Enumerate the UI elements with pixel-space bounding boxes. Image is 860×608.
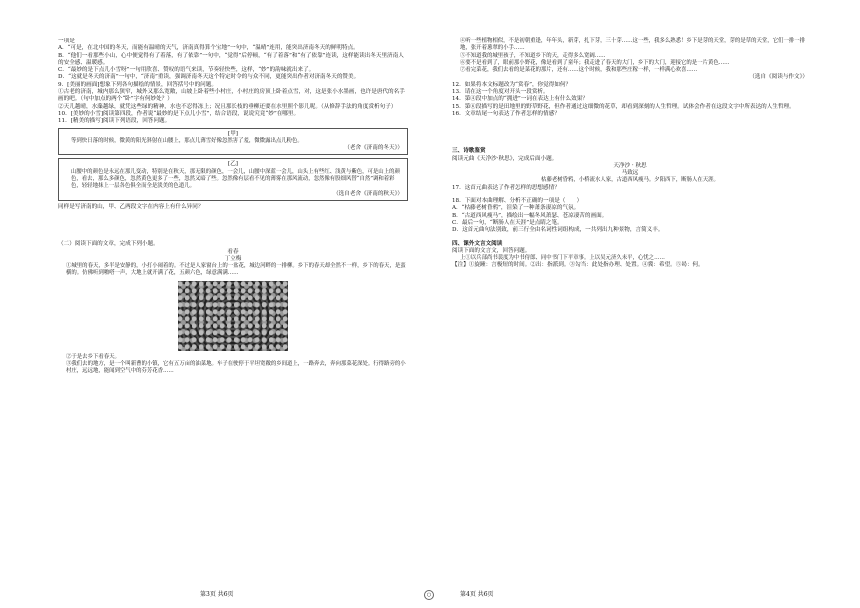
classical-text: 上①以兵部尚书裴度为中书侍郎、同中书门下平章事。上以吴元济久未平，心忧之……	[460, 255, 665, 262]
section-4-heading: 四、课外文言文阅读	[452, 240, 503, 247]
yi-label: [乙]	[228, 161, 238, 168]
question-12: 12．如果将本文标题改为“赏春”，你觉得如何？	[452, 81, 572, 88]
option-d: D．“这就是冬天的济南”一句中，“济南”重读，强调济南冬天这个特定时令的与众不同，更能突出作者对济南冬天的赞美。	[58, 74, 360, 81]
jia-text: 等到快日落的时候，微黄的阳光斜射在山腰上，那点儿薄雪好像忽然害了羞，微微露出点儿粉色。	[71, 137, 303, 144]
yi-source: （选自老舍《济南的秋天》）	[333, 190, 403, 197]
rapeseed-photo	[178, 281, 288, 351]
article-title: 看春	[227, 248, 239, 255]
option-a: A．“可是，在北中国的冬天，而能有温晴的天气，济南真得算个宝地”一句中，“温晴”连用，能突出济南冬天的鲜明特点。	[58, 45, 359, 52]
right-column	[452, 38, 808, 270]
annotation-note: 【注】①旋踵：言极短的时间。②出：指派到。③勾当：此处指办理、处置。④冀：希望。⑤曷：何。	[452, 262, 704, 269]
question-16: 16．文章结尾一句表达了作者怎样的情感？	[452, 110, 560, 117]
paragraph-3: ③我们去的地方，是一个叫新曹的小镇，它有五万亩的油菜地。车子在驶停于平坦宽敞的乡间道上，一路奔去，奔向那菜花深处。行得路旁的小村庄，远远地，能闻到空气中的芬芳花香……	[66, 361, 406, 375]
option-b: B．“他们一看那些小山，心中便觉得有了着落，有了依靠”一句中，“觉得”后停顿，“有了着落”和“有了依靠”连读，这样能读出冬天里济南人的安全感、温暖感。	[58, 52, 404, 66]
paragraph-2: ②于是去乡下看春天。	[66, 353, 120, 360]
article-source: （选自《阅读与作文》）	[749, 74, 808, 81]
page-right	[430, 0, 860, 608]
poem-author: 马致远	[621, 170, 639, 177]
poem-title: 天净沙 · 秋思	[613, 162, 647, 169]
question-18: 18．下面对本曲理解、分析不正确的一项是（ ）	[452, 198, 583, 205]
section-4-intro: 阅读下面的文言文，回答问题。	[452, 247, 531, 254]
option-c: C．“最妙的是下点儿小雪呀”一句用欣喜、赞叹的语气来读，节奏轻快些，这样，“妙”的韵味就出来了。	[58, 67, 315, 74]
jia-source: （老舍《济南的冬天》）	[344, 145, 403, 152]
page-number-right: 第4页 共6页	[460, 591, 494, 598]
jia-label: [甲]	[228, 130, 238, 137]
question-11: 11．[精美的描写]阅读下列语段，回答问题。	[58, 118, 171, 125]
question-14: 14．第④段中加点的“拥进”一词在表达上有什么效果？	[452, 96, 588, 103]
paragraph-6: ⑥要不是看到了，眼前那小野花，像是看到了童年；我走进了春天的大门，乡下的大门，迎接它的是一片黄色……	[460, 59, 730, 66]
question-10: 10．[美妙的小雪]阅读第四段，作者说“最妙的是下点儿小雪”，结合语段，说说究竟“妙”在哪里。	[58, 110, 300, 117]
paragraph-7: ⑦看完菜花，我们去看的是菜花的那片，还有……这个时候，我和那些庄稼一样，一样满心欢喜……	[460, 67, 698, 74]
section-2-heading: （二）阅读下面的文章，完成下列小题。	[58, 241, 159, 248]
poem-text: 枯藤老树昏鸦，小桥流水人家，古道西风瘦马。夕阳西下，断肠人在天涯。	[541, 177, 719, 184]
text-line: 一项是	[58, 38, 75, 44]
section-3-intro: 阅读元曲《天净沙·秋思》，完成后面小题。	[452, 155, 558, 162]
binding-hole-icon: ○	[424, 590, 434, 600]
question-15: 15．第⑥段描写的是田地里的野草野花，但作者通过这细微的花草，却看到深刻的人生哲理。试体会作者在这段文字中所表达的人生哲理。	[452, 103, 795, 110]
article-author: 丁立梅	[224, 255, 242, 262]
question-13: 13．请在这一个角度对开头一段赏析。	[452, 89, 549, 96]
page-number-left: 第3页 共6页	[200, 591, 234, 598]
question-9-2: ②天儿越晴，水藻越绿，就凭这些绿的精神，水也不忍得冻上；况且那长枝的垂柳还要在水里照个影儿呢。（从修辞手法的角度赏析句子）	[58, 103, 397, 110]
paragraph-5: ⑤不知道我的城里孩子，不知道乡下的天，走得多么宽阔……	[460, 52, 606, 59]
question-9-1: ①古老的济南，城内那么狭窄，城外又那么宽敞，山坡上卧着些小村庄，小村庄的房顶上卧着点雪，对，这是张小水墨画，也许是唐代的名手画的吧。（句中加点的两个“卧”字有何妙处？）	[58, 89, 405, 103]
question-18-d: D．这首元曲句法别致，前三行全由名词性词组构成，一共列出九种景物，言简义丰。	[452, 227, 664, 234]
question-18-c: C．最后一句，“断肠人在天涯”是点睛之笔。	[452, 219, 563, 226]
left-column	[58, 38, 408, 376]
question-11-end: 同样是写济南的山，甲、乙两段文字在内容上有什么异同？	[58, 203, 204, 210]
section-3-heading: 三、诗歌鉴赏	[452, 148, 486, 155]
question-18-b: B．“古道西风瘦马”，描绘出一幅冬风萧瑟、苍凉凄苦的画面。	[452, 212, 608, 219]
passage-jia-box	[58, 128, 408, 156]
question-9: 9．[美丽的画面]想象下列各句描绘的情景，回答括号中的问题。	[58, 81, 217, 88]
yi-text: 山腰中的颜色是永远在那儿变动，特别是在秋天，那无限的颜色，一会儿，山腰中深蓝一会儿，山头上有些红、浅黄与紫色，可是山上的颜色，看去，那么多颜色，忽然黄色更多了一些，忽然又暗了些。忽然像有层看不见的薄雾在那风流动，忽然像有股细风替“自然”调和着彩色，轻轻地抹上一层各色俱全而全是淡美的色道儿。	[71, 168, 400, 190]
paragraph-1: ①城里的春天，多半是安静的，小打小闹着的。不过是人家窗台上的一盆花，城边河畔的一排柳。乡下的春天却全然不一样，乡下的春天，是蛮横的。仿佛听到啪嗒一声，大地上就开满了花，五颜六色，绿意满满……	[66, 263, 406, 277]
passage-yi-box	[58, 158, 408, 200]
paragraph-4: ④听一些植物相似，不是初朝重逢，年年头，新芽，扎下芽，三十芽……这一些，我多么熟悉！乡下是芽的天堂，芽的是草的天堂，它们一排一排地，张开着葱翠的小手……	[460, 38, 806, 52]
question-18-a: A．“枯藤老树昏鸦”，渲染了一种萧条凄凉的气氛。	[452, 205, 580, 212]
question-17: 17．这首元曲表达了作者怎样的思想感情？	[452, 184, 560, 191]
